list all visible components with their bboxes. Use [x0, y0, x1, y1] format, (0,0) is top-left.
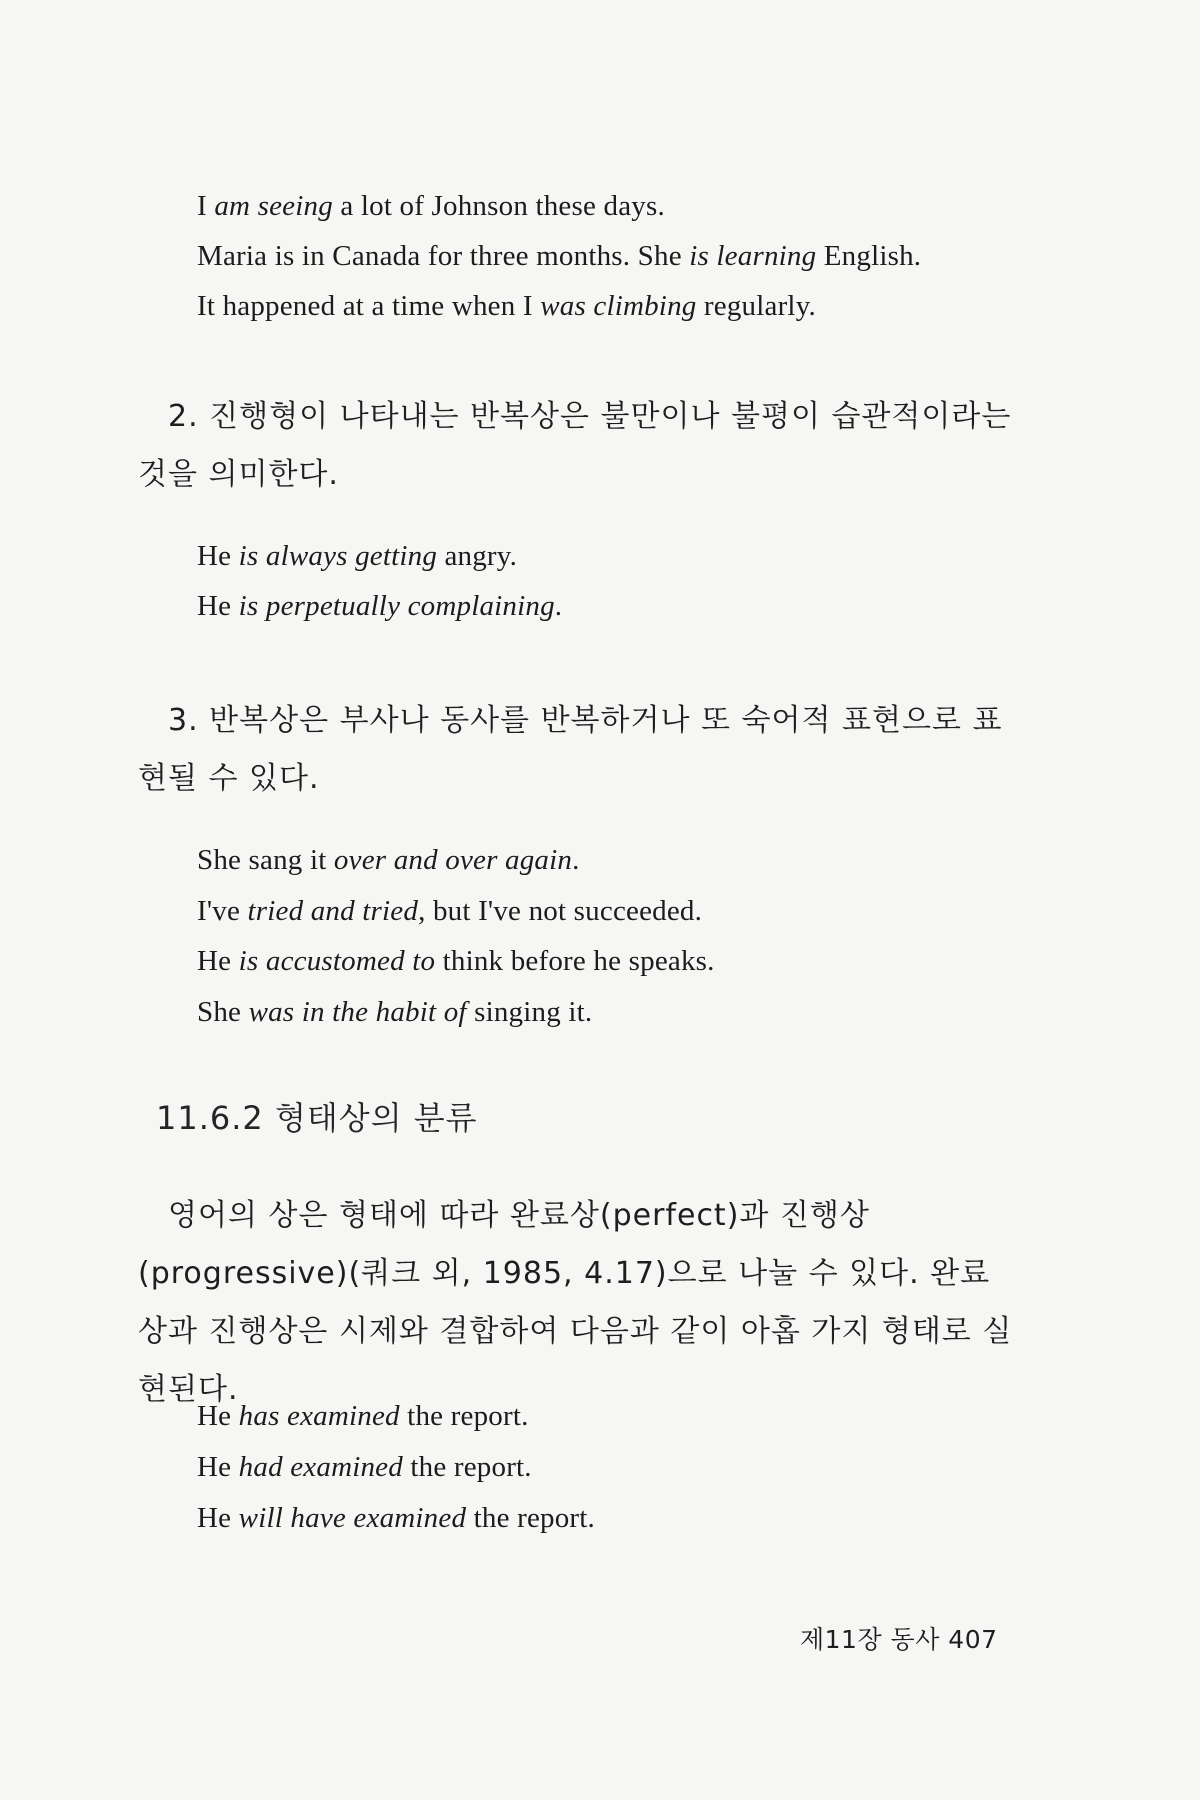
example-sentence: He is accustomed to think before he speaks. — [197, 945, 715, 977]
example-sentence: Maria is in Canada for three months. She is learning English. — [197, 240, 922, 272]
section-heading: 11.6.2 형태상의 분류 — [156, 1099, 478, 1137]
example-sentence: He will have examined the report. — [197, 1502, 595, 1534]
example-sentence: I am seeing a lot of Johnson these days. — [197, 190, 665, 222]
example-sentence: She sang it over and over again. — [197, 844, 580, 876]
example-sentence: She was in the habit of singing it. — [197, 996, 593, 1028]
example-sentence: He is always getting angry. — [197, 540, 518, 572]
page-footer: 제11장 동사 407 — [800, 1625, 998, 1654]
example-sentence: He is perpetually complaining. — [197, 590, 563, 622]
example-sentence: I've tried and tried, but I've not succeeded. — [197, 895, 703, 927]
intro-paragraph: 영어의 상은 형태에 따라 완료상(perfect)과 진행상(progressive)(쿼크 외, 1985, 4.17)으로 나눌 수 있다. 완료상과 진행상은 시제와 결합하여 다음과 같이 아홉 가지 형태로 실현된다. — [138, 1198, 1013, 1407]
numbered-paragraph-3: 3. 반복상은 부사나 동사를 반복하거나 또 숙어적 표현으로 표현될 수 있다. — [138, 703, 1003, 796]
numbered-paragraph-2: 2. 진행형이 나타내는 반복상은 불만이나 불평이 습관적이라는 것을 의미한다. — [138, 399, 1012, 492]
example-sentence: He has examined the report. — [197, 1400, 529, 1432]
example-sentence: It happened at a time when I was climbing regularly. — [197, 290, 816, 322]
example-sentence: He had examined the report. — [197, 1451, 532, 1483]
